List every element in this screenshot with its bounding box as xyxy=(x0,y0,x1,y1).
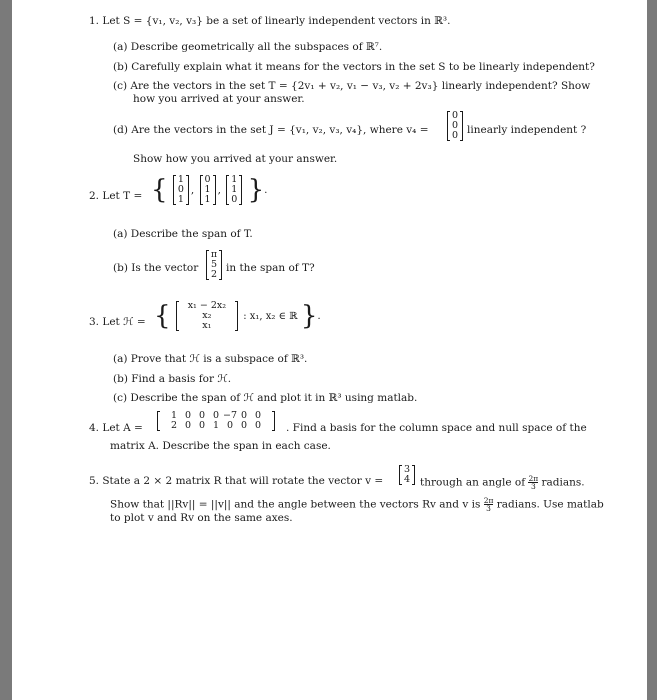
q1-part-c-line2: how you arrived at your answer. xyxy=(133,93,305,105)
left-brace: { xyxy=(154,301,171,331)
q2-set: { 1 0 1 , 0 1 1 , 1 1 0 }. xyxy=(151,174,268,205)
fraction-denominator: 3 xyxy=(486,504,491,513)
q1-v4-vector xyxy=(445,111,465,141)
q3-part-c: (c) Describe the span of ℋ and plot it in ℝ³ using matlab. xyxy=(113,392,418,404)
q1-part-c-line1: (c) Are the vectors in the set T = {2v₁ + v₂, v₁ − v₃, v₂ + 2v₃} linearly independent? Show xyxy=(113,80,591,92)
q3-vec-entry: x₂ xyxy=(202,310,212,321)
q1-v4-entry: 0 xyxy=(451,110,459,121)
q2-b-entry: 5 xyxy=(210,259,218,270)
q2-v3-entry: 1 xyxy=(231,174,238,185)
q4-text: . Find a basis for the column space and null space of the xyxy=(286,422,587,434)
q5-line3: to plot v and Rv on the same axes. xyxy=(110,512,293,524)
q4-entry: 0 xyxy=(198,410,206,421)
q4-intro: 4. Let A = xyxy=(89,422,143,434)
fraction-denominator: 3 xyxy=(530,482,536,491)
q1-intro: 1. Let S = {v₁, v₂, v₃} be a set of linearly independent vectors in ℝ³. xyxy=(89,15,451,27)
q4-entry: 2 xyxy=(170,420,178,431)
q1-part-d-line2: Show how you arrived at your answer. xyxy=(133,153,338,165)
q5-vec-entry: 4 xyxy=(403,474,411,485)
q1-part-d-text: (d) Are the vectors in the set J = {v₁, v₂, v₃, v₄}, where v₄ = xyxy=(113,124,429,136)
q3-vec-entry: x₁ − 2x₂ xyxy=(187,300,227,311)
q4-entry: 1 xyxy=(170,410,178,421)
q4-entry: 0 xyxy=(254,420,262,431)
q2-v2-entry: 1 xyxy=(204,194,211,205)
q2-v2-entry: 0 xyxy=(204,174,211,185)
q5-line2-text: Show that ||Rv|| = ||v|| and the angle between the vectors Rv and v is xyxy=(110,498,481,511)
q2-intro: 2. Let T = xyxy=(89,190,143,202)
q2-v3-entry: 0 xyxy=(231,194,238,205)
q3-condition: : x₁, x₂ ∈ ℝ xyxy=(243,311,298,322)
q2-v1-entry: 0 xyxy=(177,184,184,195)
q4-entry: 1 xyxy=(212,420,220,431)
q1-part-b: (b) Carefully explain what it means for the vectors in the set S to be linearly independent? xyxy=(113,61,595,73)
q3-part-a: (a) Prove that ℋ is a subspace of ℝ³. xyxy=(113,353,308,365)
q2-v3-entry: 1 xyxy=(231,184,238,195)
right-brace: } xyxy=(300,301,318,331)
q4-entry: 0 xyxy=(212,410,220,421)
q4-entry: 0 xyxy=(240,410,248,421)
q4-entry: −7 xyxy=(223,410,238,421)
q5-angle-fraction-2 xyxy=(484,497,494,512)
q2-v2-entry: 1 xyxy=(204,184,211,195)
q1-part-d-suffix: linearly independent ? xyxy=(467,124,587,136)
q4-entry: 0 xyxy=(240,420,248,431)
q5-radians-text: radians. xyxy=(541,476,585,489)
q4-matrix xyxy=(155,411,277,431)
right-scrollbar-gutter xyxy=(647,0,657,700)
q2-part-a: (a) Describe the span of T. xyxy=(113,228,253,240)
q2-v1-entry: 1 xyxy=(177,174,184,185)
q5-intro: 5. State a 2 × 2 matrix R that will rotate the vector v = xyxy=(89,475,384,487)
q1-v4-entry: 0 xyxy=(451,130,459,141)
q4-entry: 0 xyxy=(198,420,206,431)
q5-line2-suffix: radians. Use matlab xyxy=(496,498,604,511)
q4-entry: 0 xyxy=(226,420,234,431)
q1-part-a: (a) Describe geometrically all the subspaces of ℝ⁷. xyxy=(113,41,383,53)
left-scrollbar-gutter xyxy=(0,0,12,700)
q5-angle-text xyxy=(420,475,585,490)
q2-v1-entry: 1 xyxy=(177,194,184,205)
q2-part-b-suffix: in the span of T? xyxy=(226,262,315,274)
q5-line2 xyxy=(110,497,604,512)
q5-vector xyxy=(397,465,417,485)
q5-angle-fraction xyxy=(528,475,538,490)
q2-b-vector xyxy=(204,250,224,280)
q3-set: { x₁ − 2x₂ x₂ x₁ : x₁, x₂ ∈ ℝ }. xyxy=(154,300,321,331)
left-brace: { xyxy=(151,175,168,205)
fraction-numerator: 2π xyxy=(483,496,494,505)
q4-entry: 0 xyxy=(184,420,192,431)
q1-v4-entry: 0 xyxy=(451,120,459,131)
q5-through-text: through an angle of xyxy=(420,476,526,489)
q4-line2: matrix A. Describe the span in each case. xyxy=(110,440,331,452)
q4-entry: 0 xyxy=(184,410,192,421)
q3-part-b: (b) Find a basis for ℋ. xyxy=(113,373,232,385)
q3-intro: 3. Let ℋ = xyxy=(89,316,146,328)
q2-part-b-text: (b) Is the vector xyxy=(113,262,199,274)
q2-b-entry: 2 xyxy=(210,269,218,280)
q4-entry: 0 xyxy=(254,410,262,421)
q2-b-entry: π xyxy=(210,249,218,260)
right-brace: } xyxy=(247,175,265,205)
q3-vec-entry: x₁ xyxy=(202,320,212,331)
fraction-numerator: 2π xyxy=(528,474,539,483)
q5-vec-entry: 3 xyxy=(403,464,411,475)
